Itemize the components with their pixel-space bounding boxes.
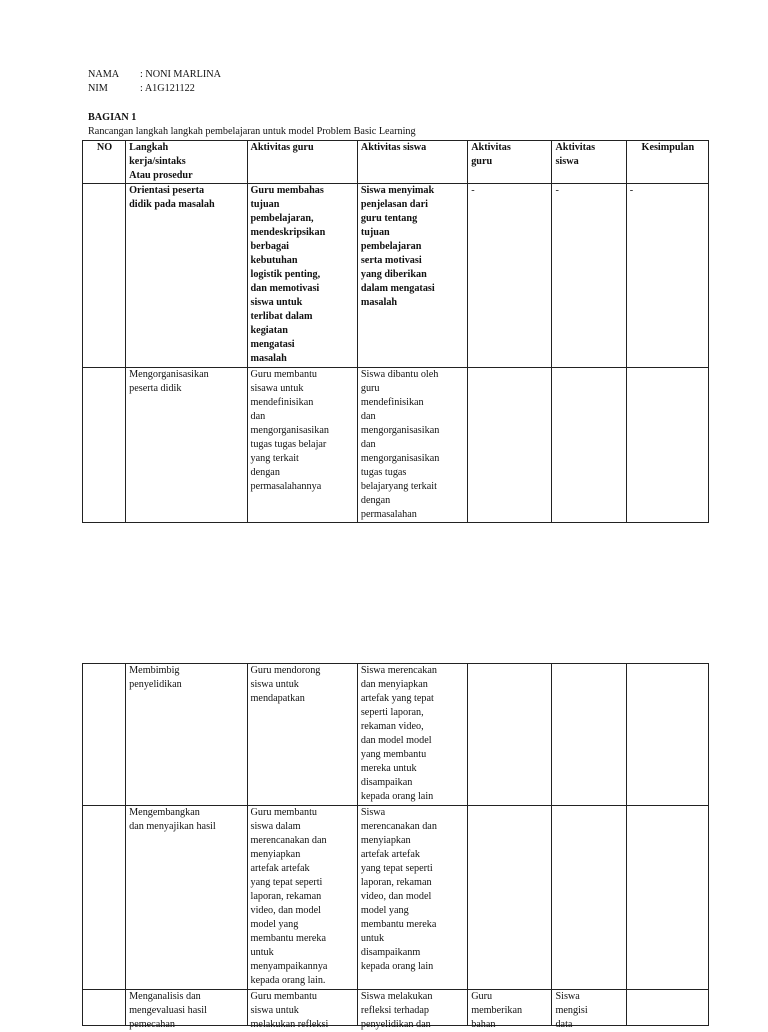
cell-aktivitas-guru: Guru membahas tujuan pembelajaran, mendeskripsikan berbagai kebutuhan logistik penting, dan memotivasi siswa untuk terlibat dalam kegiatan mengatasi masalah bbox=[247, 184, 357, 368]
name-label: NAMA bbox=[88, 69, 120, 80]
cell-kesimpulan: - bbox=[626, 184, 708, 368]
cell-no bbox=[83, 806, 126, 990]
cell-aktivitas-siswa: Siswa merencakan dan menyiapkan artefak yang tepat seperti laporan, rekaman video, dan model model yang membantu mereka untuk disampaikan kepada orang lain bbox=[357, 664, 467, 806]
cell-no bbox=[83, 664, 126, 806]
cell-aktivitas-guru-2 bbox=[468, 664, 552, 806]
cell-langkah: Membimbig penyelidikan bbox=[126, 664, 247, 806]
section-title: BAGIAN 1 bbox=[88, 112, 137, 123]
cell-aktivitas-siswa-2 bbox=[552, 368, 626, 523]
cell-kesimpulan bbox=[626, 368, 708, 523]
cell-no bbox=[83, 368, 126, 523]
cell-no bbox=[83, 184, 126, 368]
header-kesimpulan: Kesimpulan bbox=[626, 141, 708, 184]
header-aktivitas-guru: Aktivitas guru bbox=[247, 141, 357, 184]
cell-aktivitas-siswa-2: - bbox=[552, 184, 626, 368]
header-aktivitas-siswa: Aktivitas siswa bbox=[357, 141, 467, 184]
name-value: : NONI MARLINA bbox=[140, 69, 221, 80]
cell-aktivitas-siswa-2 bbox=[552, 664, 626, 806]
header-aktivitas-siswa-2: Aktivitas siswa bbox=[552, 141, 626, 184]
pbl-steps-table bbox=[82, 140, 709, 523]
cell-kesimpulan bbox=[626, 664, 708, 806]
cell-aktivitas-siswa: Siswa dibantu oleh guru mendefinisikan dan mengorganisasikan dan mengorganisasikan tugas tugas belajaryang terkait dengan permasalahan bbox=[357, 368, 467, 523]
header-aktivitas-guru-2: Aktivitas guru bbox=[468, 141, 552, 184]
nim-label: NIM bbox=[88, 83, 108, 94]
table-row bbox=[83, 184, 709, 368]
cell-kesimpulan bbox=[626, 990, 708, 1026]
cell-langkah: Menganalisis dan mengevaluasi hasil pemecahan bbox=[126, 990, 247, 1026]
nim-value: : A1G121122 bbox=[140, 83, 195, 94]
cell-aktivitas-guru-2 bbox=[468, 806, 552, 990]
cell-aktivitas-guru: Guru membantu siswa untuk melakukan refleksi bbox=[247, 990, 357, 1026]
table-row bbox=[83, 368, 709, 523]
table-row bbox=[83, 990, 709, 1026]
cell-aktivitas-siswa: Siswa menyimak penjelasan dari guru tentang tujuan pembelajaran serta motivasi yang diberikan dalam mengatasi masalah bbox=[357, 184, 467, 368]
cell-no bbox=[83, 990, 126, 1026]
header-langkah: Langkah kerja/sintaks Atau prosedur bbox=[126, 141, 247, 184]
cell-aktivitas-siswa: Siswa merencanakan dan menyiapkan artefak artefak yang tepat seperti laporan, rekaman video, dan model model yang membantu mereka untuk disampaikanm kepada orang lain bbox=[357, 806, 467, 990]
cell-aktivitas-guru: Guru mendorong siswa untuk mendapatkan bbox=[247, 664, 357, 806]
cell-aktivitas-siswa-2 bbox=[552, 806, 626, 990]
table-row bbox=[83, 664, 709, 806]
cell-kesimpulan bbox=[626, 806, 708, 990]
cell-aktivitas-guru-2 bbox=[468, 368, 552, 523]
cell-aktivitas-guru: Guru membantu siswa dalam merencanakan dan menyiapkan artefak artefak yang tepat seperti laporan, rekaman video, dan model model yang membantu mereka untuk menyampaikannya kepada orang lain. bbox=[247, 806, 357, 990]
name-row bbox=[88, 68, 688, 82]
cell-langkah: Mengembangkan dan menyajikan hasil bbox=[126, 806, 247, 990]
section-description: Rancangan langkah langkah pembelajaran untuk model Problem Basic Learning bbox=[88, 126, 416, 137]
cell-langkah: Mengorganisasikan peserta didik bbox=[126, 368, 247, 523]
nim-row bbox=[88, 82, 688, 96]
cell-aktivitas-siswa: Siswa melakukan refleksi terhadap penyelidikan dan bbox=[357, 990, 467, 1026]
header-no: NO bbox=[83, 141, 126, 184]
cell-aktivitas-siswa-2: Siswa mengisi data bbox=[552, 990, 626, 1026]
table-header-row bbox=[83, 141, 709, 184]
student-info bbox=[88, 68, 688, 96]
cell-aktivitas-guru: Guru membantu sisawa untuk mendefinisikan dan mengorganisasikan tugas tugas belajar yang terkait dengan permasalahannya bbox=[247, 368, 357, 523]
table-row bbox=[83, 806, 709, 990]
cell-langkah: Orientasi peserta didik pada masalah bbox=[126, 184, 247, 368]
pbl-steps-table-continued bbox=[82, 663, 709, 1030]
cell-aktivitas-guru-2: Guru memberikan bahan bbox=[468, 990, 552, 1026]
cell-aktivitas-guru-2: - bbox=[468, 184, 552, 368]
